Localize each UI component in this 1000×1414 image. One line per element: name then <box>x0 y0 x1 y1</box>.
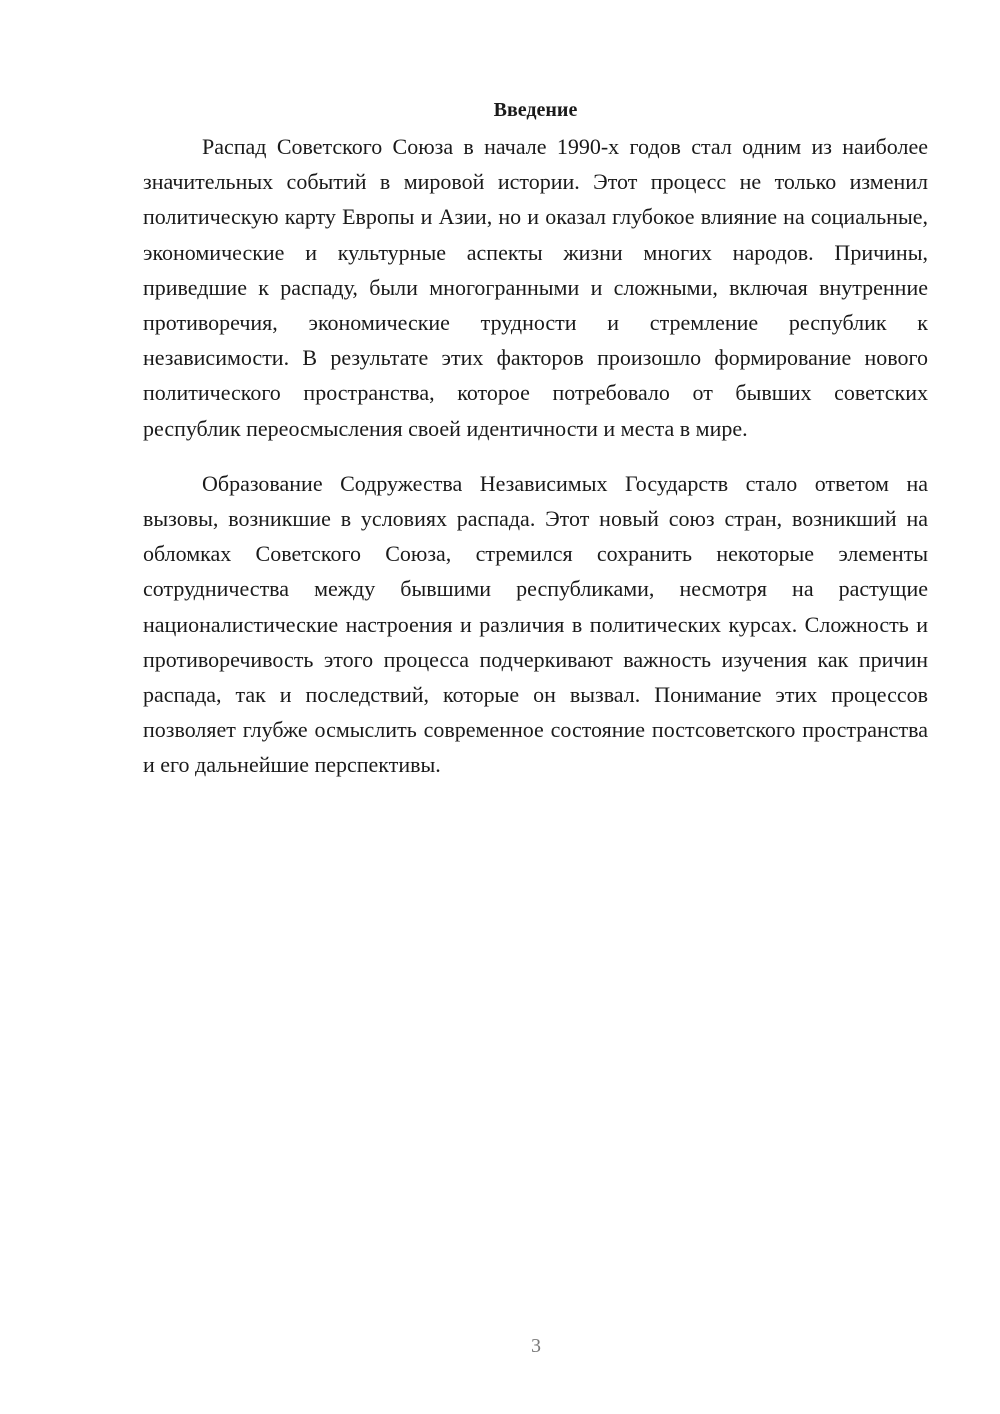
paragraph-2: Образование Содружества Независимых Государств стало ответом на вызовы, возникшие в условиях распада. Этот новый союз стран, возникший на обломках Советского Союза, стремился сохранить некоторые элементы сотрудничества между бывшими республиками, несмотря на растущие националистические настроения и различия в политических курсах. Сложность и противоречивость этого процесса подчеркивают важность изучения как причин распада, так и последствий, которые он вызвал. Понимание этих процессов позволяет глубже осмыслить современное состояние постсоветского пространства и его дальнейшие перспективы. <box>143 470 928 778</box>
page-number: 3 <box>531 1335 541 1357</box>
paragraph-1: Распад Советского Союза в начале 1990-х годов стал одним из наиболее значительных событий в мировой истории. Этот процесс не только изменил политическую карту Европы и Азии, но и оказал глубокое влияние на социальные, экономические и культурные аспекты жизни многих народов. Причины, приведшие к распаду, были многогранными и сложными, включая внутренние противоречия, экономические трудности и стремление республик к независимости. В результате этих факторов произошло формирование нового политического пространства, которое потребовало от бывших советских республик переосмысления своей идентичности и места в мире. <box>143 134 928 441</box>
page-content <box>143 95 928 783</box>
section-heading: Введение <box>493 99 578 121</box>
